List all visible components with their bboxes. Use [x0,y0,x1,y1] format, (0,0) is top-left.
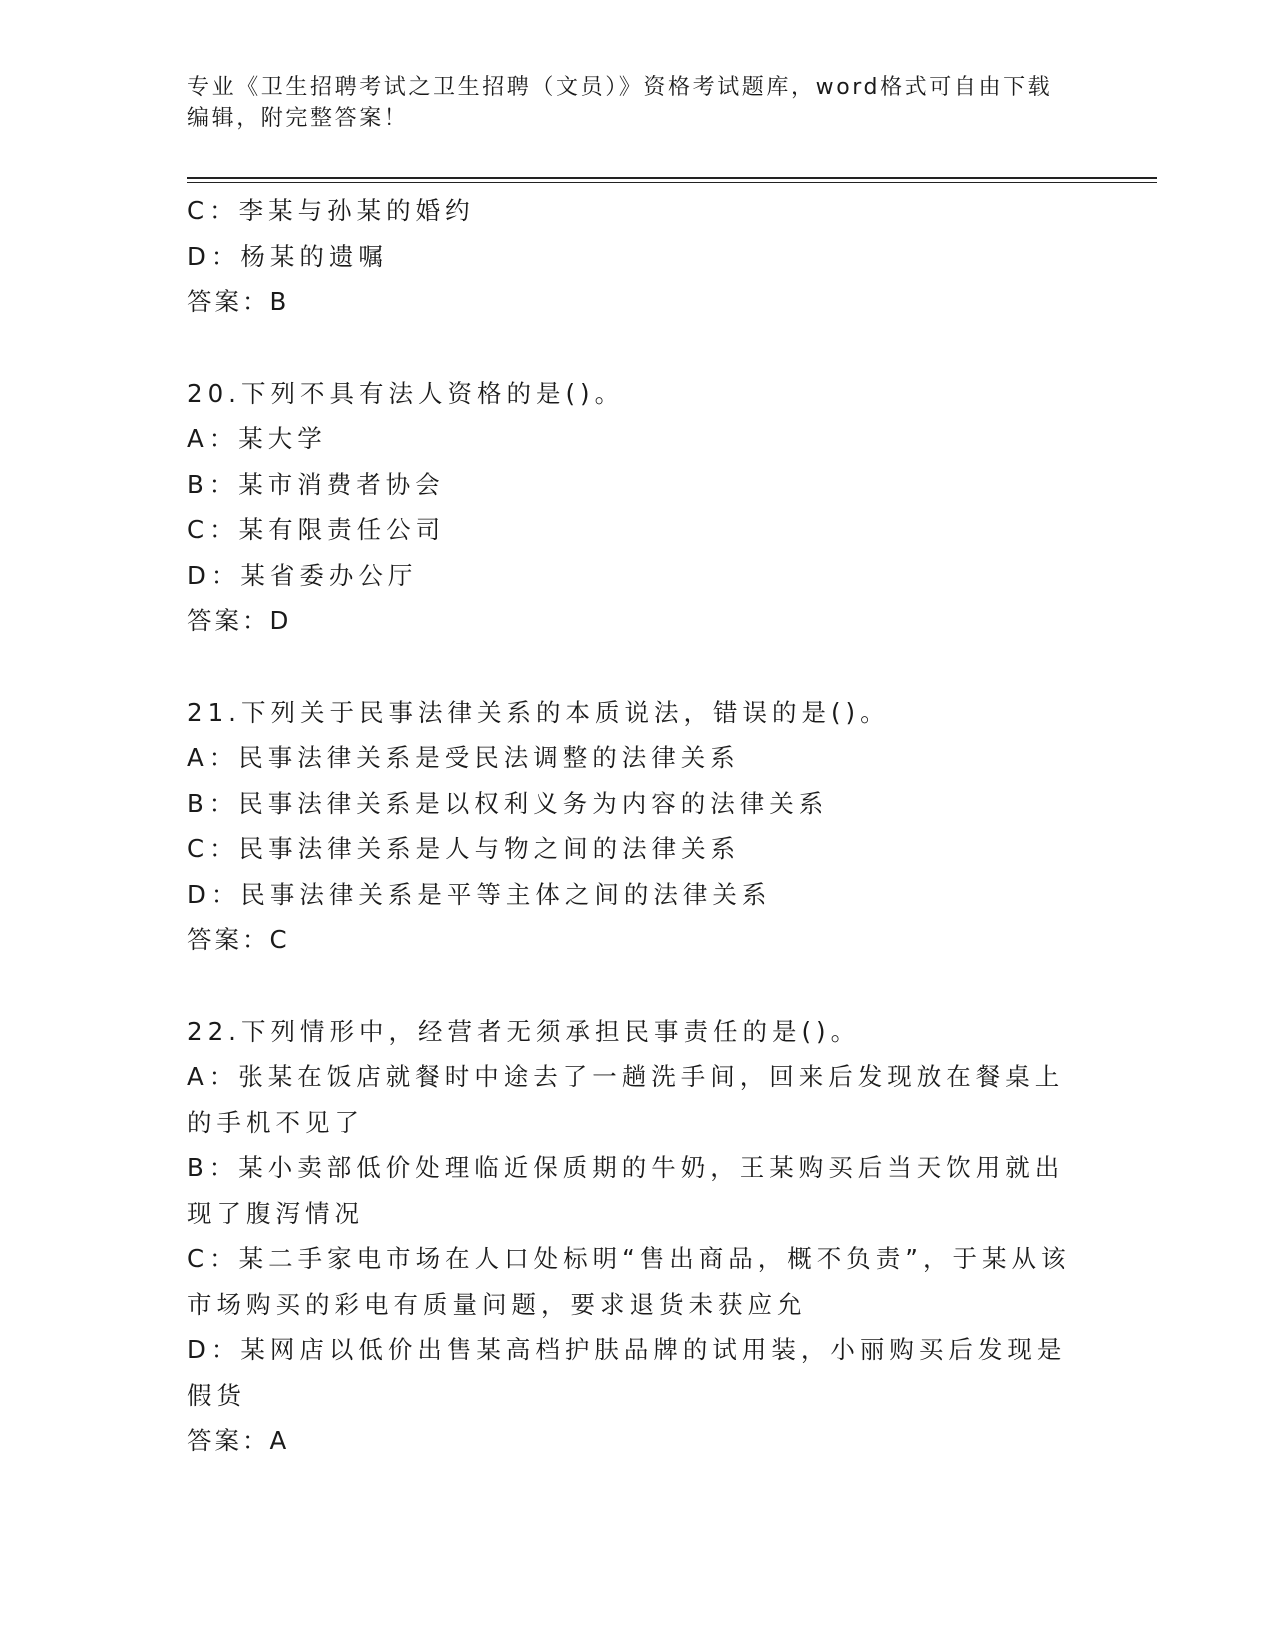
previous-question-block [187,188,1087,325]
option-d: D：某网店以低价出售某高档护肤品牌的试用装，小丽购买后发现是假货 [187,1335,1067,1410]
option-b: B：民事法律关系是以权利义务为内容的法律关系 [187,788,829,818]
question-list [187,188,1087,1464]
question-stem: 20.下列不具有法人资格的是()。 [187,378,625,408]
option-d: D：民事法律关系是平等主体之间的法律关系 [187,879,772,909]
option-c: C：李某与孙某的婚约 [187,196,475,225]
header-divider-thin [187,182,1157,183]
option-b: B：某小卖部低价处理临近保质期的牛奶，王某购买后当天饮用就出现了腹泻情况 [187,1153,1065,1228]
page-header [187,72,1087,134]
answer-line: 答案：C [187,925,290,954]
question-stem: 21.下列关于民事法律关系的本质说法，错误的是()。 [187,697,890,727]
question-stem: 22.下列情形中，经营者无须承担民事责任的是()。 [187,1016,861,1046]
answer-line: 答案：D [187,606,292,635]
header-line-1: 专业《卫生招聘考试之卫生招聘（文员）》资格考试题库，word格式可自由下载 [187,75,1053,100]
header-line-2: 编辑，附完整答案！ [187,106,409,131]
option-c: C：民事法律关系是人与物之间的法律关系 [187,834,741,863]
question-21 [187,690,1087,963]
spacer [187,963,1087,1009]
spacer [187,325,1087,371]
option-b: B：某市消费者协会 [187,469,445,499]
question-22 [187,1009,1087,1464]
answer-line: 答案：A [187,1426,290,1455]
option-a: A：某大学 [187,424,327,453]
option-a: A：民事法律关系是受民法调整的法律关系 [187,743,740,772]
option-c: C：某二手家电市场在人口处标明“售出商品，概不负责”，于某从该市场购买的彩电有质量问题，要求退货未获应允 [187,1244,1071,1319]
option-c: C：某有限责任公司 [187,515,446,544]
option-a: A：张某在饭店就餐时中途去了一趟洗手间，回来后发现放在餐桌上的手机不见了 [187,1062,1065,1137]
header-divider-thick [187,177,1157,179]
question-20 [187,371,1087,644]
spacer [187,644,1087,690]
option-d: D：某省委办公厅 [187,560,418,590]
option-d: D：杨某的遗嘱 [187,241,388,271]
answer-line: 答案：B [187,287,290,316]
